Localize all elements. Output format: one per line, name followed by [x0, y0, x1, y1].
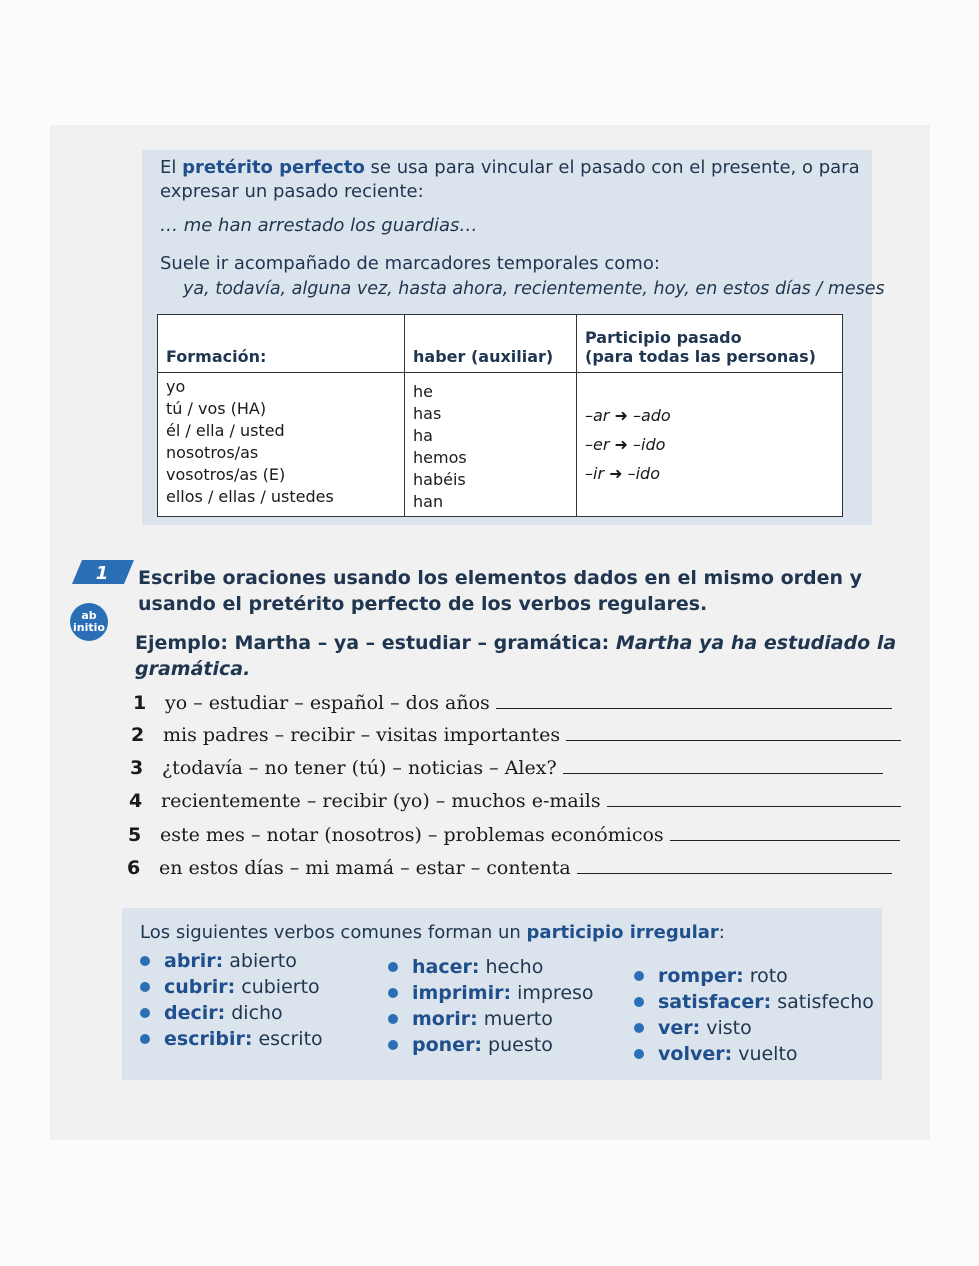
bullet-icon	[634, 1023, 644, 1033]
header-haber: haber (auxiliar)	[405, 315, 577, 373]
markers-list: ya, todavía, alguna vez, hasta ahora, recientemente, hoy, en estos días / meses	[183, 279, 885, 299]
header-formacion: Formación:	[158, 315, 405, 373]
markers-title: Suele ir acompañado de marcadores temporales como:	[160, 253, 660, 274]
bullet-icon	[388, 1040, 398, 1050]
persons-cell: yo tú / vos (HA) él / ella / usted nosotros/as vosotros/as (E) ellos / ellas / ustedes	[158, 373, 405, 517]
bullet-icon	[634, 997, 644, 1007]
verb-item: escribir: escrito	[140, 1026, 323, 1052]
bullet-icon	[140, 1008, 150, 1018]
verb-column-2	[388, 954, 594, 1058]
answer-line-2[interactable]	[566, 726, 901, 741]
instruction-line2: usando el pretérito perfecto de los verbos regulares.	[138, 593, 708, 615]
exercise-item-2: 2 mis padres – recibir – visitas importantes	[131, 724, 901, 746]
participle-cell: –ar ➜ –ado –er ➜ –ido –ir ➜ –ido	[577, 373, 843, 517]
verb-item: imprimir: impreso	[388, 980, 594, 1006]
answer-line-6[interactable]	[577, 859, 892, 874]
exercise-number-badge	[72, 560, 134, 584]
verb-column-1	[140, 948, 323, 1052]
example: Ejemplo: Martha – ya – estudiar – gramática: Martha ya ha estudiado la	[135, 632, 897, 654]
exercise-item-5: 5 este mes – notar (nosotros) – problemas económicos	[128, 824, 900, 846]
verb-item: volver: vuelto	[634, 1041, 874, 1067]
exercise-item-4: 4 recientemente – recibir (yo) – muchos e-mails	[129, 790, 901, 812]
header-participio: Participio pasado (para todas las personas)	[577, 315, 843, 373]
verb-item: ver: visto	[634, 1015, 874, 1041]
bullet-icon	[140, 1034, 150, 1044]
verb-item: hacer: hecho	[388, 954, 594, 980]
exercise-number: 1	[95, 563, 109, 584]
answer-line-3[interactable]	[563, 759, 883, 774]
bullet-icon	[140, 956, 150, 966]
verb-item: cubrir: cubierto	[140, 974, 323, 1000]
answer-line-5[interactable]	[670, 826, 900, 841]
answer-line-1[interactable]	[496, 694, 892, 709]
verb-item: morir: muerto	[388, 1006, 594, 1032]
verb-item: poner: puesto	[388, 1032, 594, 1058]
bullet-icon	[388, 962, 398, 972]
verb-item: abrir: abierto	[140, 948, 323, 974]
bullet-icon	[634, 1049, 644, 1059]
grammar-intro-line2: expresar un pasado reciente:	[160, 181, 424, 202]
example-line2: gramática.	[135, 658, 251, 680]
bullet-icon	[388, 1014, 398, 1024]
irregular-title: Los siguientes verbos comunes forman un participio irregular:	[140, 922, 725, 943]
verb-item: romper: roto	[634, 963, 874, 989]
exercise-item-6: 6 en estos días – mi mamá – estar – contenta	[127, 857, 892, 879]
verb-item: decir: dicho	[140, 1000, 323, 1026]
ab-initio-badge: ab initio	[70, 603, 108, 641]
exercise-item-3: 3 ¿todavía – no tener (tú) – noticias – Alex?	[130, 757, 883, 779]
haber-cell: he has ha hemos habéis han	[405, 373, 577, 517]
grammar-intro: El pretérito perfecto se usa para vincular el pasado con el presente, o para	[160, 157, 860, 178]
exercise-item-1: 1 yo – estudiar – español – dos años	[133, 692, 892, 714]
instruction-line1: Escribe oraciones usando los elementos dados en el mismo orden y	[138, 567, 863, 589]
verb-column-3	[634, 963, 874, 1067]
grammar-quote: … me han arrestado los guardias…	[160, 215, 478, 236]
bullet-icon	[388, 988, 398, 998]
verb-item: satisfacer: satisfecho	[634, 989, 874, 1015]
conjugation-table	[157, 314, 843, 517]
answer-line-4[interactable]	[607, 792, 901, 807]
bullet-icon	[140, 982, 150, 992]
bullet-icon	[634, 971, 644, 981]
